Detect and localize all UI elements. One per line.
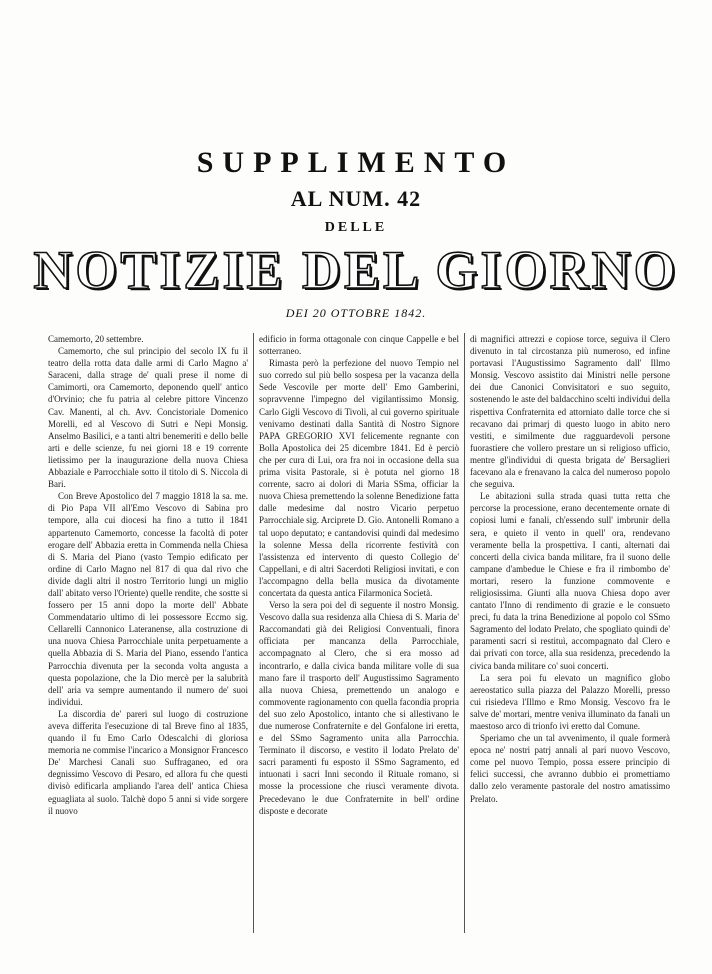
paragraph: Camemorto, che sul principio del secolo IX fu il teatro della rotta data dalle armi di Carlo Magno a' Saraceni, dalla strage de' quali prese il nome di Camimorti, ora Camemorto, deponendo quell' antico d'Orvinio; che fu patria al celebre pittore Vincenzo Cav. Manenti, al ch. Avv. Concistoriale Domenico Morelli, ed al Vescovo di Sutri e Nepi Monsig. Anselmo Basilici, e a tanti altri benemeriti e dello belle arti e delle scienze, fu nei giorni 18 e 19 corrente lietissimo per la inaugurazione della nuova Chiesa Abbaziale e Parrocchiale sotto il titolo di S. Niccola di Bari. — [48, 346, 248, 490]
paragraph: Verso la sera poi del dì seguente il nostro Monsig. Vescovo dalla sua residenza alla Chiesa di S. Maria de' Raccomandati già dei Religiosi Conventuali, finora officiata per mancanza della Parrocchiale, accompagnato al Clero, che si era mosso ad incontrarlo, e dalla civica banda militare volle di sua mano fare il trasporto dell' Augustissimo Sagramento alla nuova Chiesa, premettendo un analogo e commovente ragionamento con quella facondia propria del suo zelo Apostolico, intanto che si allestivano le due numerose Confraternite e del Gonfalone iri eretta, e del SSmo Sagramento unita alla Parrocchia. Terminato il discorso, e vestito il lodato Prelato de' sacri paramenti fu esposto il SSmo Sagramento, ed intuonati i sacri Inni secondo il Rituale romano, si mosse la processione che riuscì veramente divota. Precedevano le due Confraternite in bell' ordine disposte e decorate — [259, 600, 459, 816]
newspaper-title: NOTIZIE DEL GIORNO — [33, 240, 679, 300]
column-divider — [464, 333, 465, 933]
paragraph: di magnifici attrezzi e copiose torce, seguiva il Clero divenuto in tal circostanza più numeroso, ed infine portavasi l'Augustissimo Sagramento dall' Illmo Monsig. Vescovo assistito dai Ministri nelle persone dei due Canonici Convisitatori e suo seguito, sostenendo le aste del baldacchino scelti individui della rispettiva Confraternita ed attorniato dalle torce che si recavano dai primarj di questo luogo in abito nero vestiti, e similmente due ragguardevoli persone fuorastiere che vollero prestare un sì religioso ufficio, mentre gl'individui di questa brigata de' Bersaglieri facevano ala e frenavano la calca del numeroso popolo che seguiva. — [470, 334, 670, 490]
paragraph: La sera poi fu elevato un magnifico globo aereostatico sulla piazza del Palazzo Morelli, presso cui risiedeva l'Illmo e Rmo Monsig. Vescovo fra le salve de' mortari, mentre veniva illuminato da fanali un maestoso arco di trionfo ivi eretto dal Comune. — [470, 672, 670, 731]
masthead-issue-number: AL NUM. 42 — [290, 186, 422, 211]
masthead-supplimento: SUPPLIMENTO — [196, 146, 516, 179]
paragraph: Rimasta però la perfezione del nuovo Tempio nel suo corredo sul più bello sospesa per la vacanza della Sede Vescovile per morte dell' Emo Gamberini, sopravvenne l'impegno del vigilantissimo Monsig. Carlo Gigli Vescovo di Tivoli, al cui governo spirituale venivamo destinati dalla Santità di Nostro Signore PAPA GREGORIO XVI felicemente regnante con Bolla Apostolica dei 25 dicembre 1841. Ed è perciò che per cura di Lui, ora fra noi in occasione della sua prima visita Pastorale, si è potuta nel giorno 18 corrente, sacro ai dolori di Maria SSma, officiar la nuova Chiesa premettendo la solenne Benedizione fatta dalle medesime dal nostro Vicario perpetuo Parrocchiale sig. Arciprete D. Gio. Antonelli Romano a tal uopo deputato; e cantandovisi quindi dal medesimo la solenne Messa della ricorrente festività con l'assistenza ed intervento di questo Collegio de' Cappellani, e di altri Sacerdoti Religiosi invitati, e con l'accompagno della bella musica da divotamente concertata da questa antica Filarmonica Società. — [259, 358, 459, 598]
paragraph: Speriamo che un tal avvenimento, il quale formerà epoca ne' nostri patrj annali al pari nuovo Vescovo, come pel nuovo Tempio, possa essere principio di felici successi, che avranno dubbio ei promettiamo dallo zelo veramente pastorale del nostro amatissimo Prelato. — [470, 733, 670, 804]
column-divider — [253, 333, 254, 933]
paragraph: Con Breve Apostolico del 7 maggio 1818 la sa. me. di Pio Papa VII all'Emo Vescovo di Sabina pro tempore, alla cui diocesi ha fino a tutto il 1841 appartenuto Camemorto, concesse la facoltà di poter erogare dell' Abbazia eretta in Commenda nella Chiesa di S. Maria del Piano (vasto Tempio edificato per ordine di Carlo Magno nel 817 di qua dal rivo che divide dagli altri il nostro Territorio lungi un miglio dall' abitato verso l'Oriente) quelle rendite, che sostte si fossero per 15 anni dopo la morte dell' Abbate Commendatario ultimo di lei possessore Eccmo sig. Cellarelli Cannonico Lateranense, alla costruzione di una nuova Chiesa Parrocchiale unita perpetuamente a quella Abbazia di S. Maria del Piano, essendo l'antica Parrocchia divenuta per la seconda volta angusta a questa popolazione, che la Dio mercè per la salubrità dell' aria va sempre aumentando il numero de' suoi individui. — [48, 491, 248, 707]
article-column-2 — [259, 333, 459, 817]
article-column-3 — [470, 333, 670, 805]
paragraph: La discordia de' pareri sul luogo di costruzione aveva differita l'esecuzione di tal Breve fino al 1835, quando il fu Emo Carlo Odescalchi di gloriosa memoria ne commise l'incarico a Monsignor Francesco De' Marchesi Canali suo Suffraganeo, ed ora degnissimo Vescovo di Pesaro, ed allora fu che questi divisò edificarla ampliando l'area dell' antica Chiesa eguagliata al suolo. Talchè dopo 5 anni si vide sorgere il nuovo — [48, 708, 248, 816]
paragraph: Le abitazioni sulla strada quasi tutta retta che percorse la processione, erano decentemente ornate di copiosi lumi e fanali, ch'essendo sull' imbrunir della sera, e quieto il vento in quell' ora, rendevano veramente bella la prospettiva. I canti, alternati dai concerti della civica banda militare, fra il suono delle campane d'ambedue le Chiese e fra il rimbombo de' mortari, resero la funzione commovente e religiosissima. Giunti alla nuova Chiesa dopo aver cantato l'Inno di rendimento di grazie e le consueto preci, fu data la trina Benedizione al popolo col SSmo Sagramento del lodato Prelato, che spogliato quindi de' paramenti sacri si restituì, accompagnato dal Clero e dai privati con torce, alla sua residenza, precedendo la civica banda militare co' suoi concerti. — [470, 491, 670, 671]
issue-date: DEI 20 OTTOBRE 1842. — [285, 306, 427, 320]
dateline: Camemorto, 20 settembre. — [48, 334, 144, 344]
article-column-1 — [48, 333, 248, 817]
masthead-delle: DELLE — [324, 220, 388, 235]
paragraph: edificio in forma ottagonale con cinque Cappelle e bel sotterraneo. — [259, 334, 459, 357]
